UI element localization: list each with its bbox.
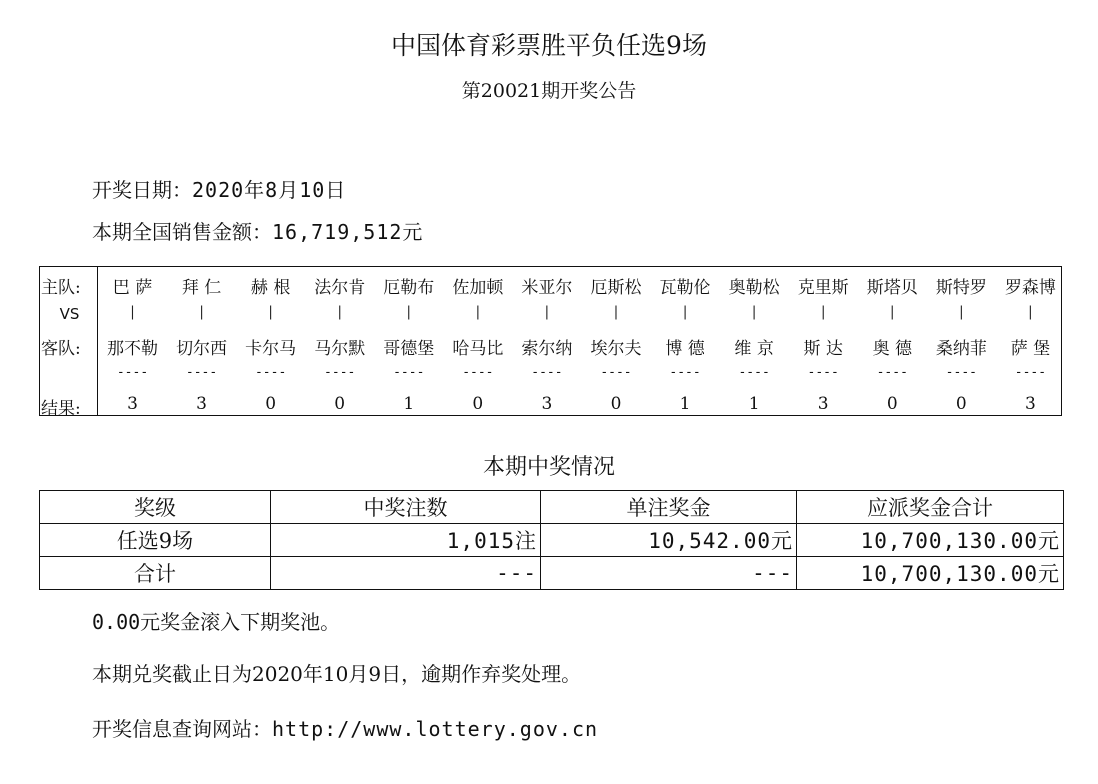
vs-separator: | bbox=[613, 304, 619, 320]
away-team: 切尔西 bbox=[176, 339, 228, 359]
match-result: 0 bbox=[886, 394, 898, 414]
announcement-title: 中国体育彩票胜平负任选9场 bbox=[391, 31, 707, 60]
match-column bbox=[512, 267, 581, 415]
match-column bbox=[858, 267, 927, 415]
home-team: 克里斯 bbox=[797, 278, 849, 298]
away-team: 桑纳菲 bbox=[935, 339, 987, 359]
prize-table bbox=[39, 490, 1064, 590]
home-team: 厄勒布 bbox=[383, 278, 435, 298]
home-label: 主队: bbox=[41, 278, 81, 298]
vs-separator: | bbox=[268, 304, 273, 320]
rollover-note bbox=[92, 606, 340, 635]
away-team: 博 德 bbox=[665, 339, 705, 359]
match-column bbox=[789, 267, 858, 415]
match-divider: ---- bbox=[185, 365, 218, 380]
home-team: 厄斯松 bbox=[590, 278, 642, 298]
match-column bbox=[443, 267, 512, 415]
match-result: 3 bbox=[541, 394, 553, 414]
home-team: 法尔肯 bbox=[314, 278, 366, 298]
away-team: 奥 德 bbox=[872, 339, 912, 359]
sales-value: 16,719,512元 bbox=[272, 220, 424, 244]
match-result: 0 bbox=[334, 394, 346, 414]
website-link[interactable]: http://www.lottery.gov.cn bbox=[272, 717, 599, 741]
match-divider: ---- bbox=[876, 365, 908, 380]
match-column bbox=[927, 267, 996, 415]
match-divider: ---- bbox=[669, 365, 701, 380]
website-line bbox=[92, 713, 598, 742]
total-prize-cell: 10,700,130.00元 bbox=[797, 524, 1064, 557]
match-divider: ---- bbox=[254, 365, 287, 380]
deadline-note: 本期兑奖截止日为2020年10月9日，逾期作弃奖处理。 bbox=[92, 662, 582, 686]
column-header: 单注奖金 bbox=[541, 491, 797, 524]
home-team: 奥勒松 bbox=[728, 278, 780, 298]
away-team: 马尔默 bbox=[314, 339, 366, 359]
match-result: 1 bbox=[748, 394, 760, 414]
match-column bbox=[581, 267, 650, 415]
match-result: 3 bbox=[127, 394, 138, 414]
match-divider: ---- bbox=[462, 365, 494, 380]
column-header: 中奖注数 bbox=[271, 491, 541, 524]
away-team: 卡尔马 bbox=[245, 339, 297, 359]
vs-separator: | bbox=[1028, 304, 1033, 320]
away-team: 哈马比 bbox=[452, 339, 504, 359]
match-header-column bbox=[40, 267, 98, 419]
match-column bbox=[167, 267, 236, 415]
match-column bbox=[720, 267, 789, 415]
vs-separator: | bbox=[475, 304, 481, 320]
vs-label: VS bbox=[59, 305, 80, 323]
match-result: 0 bbox=[265, 394, 277, 414]
unit-prize-cell: --- bbox=[541, 557, 797, 590]
match-divider: ---- bbox=[393, 365, 425, 380]
away-team: 那不勒 bbox=[107, 339, 158, 359]
away-team: 埃尔夫 bbox=[590, 339, 642, 359]
match-result: 0 bbox=[955, 394, 967, 414]
unit-prize-cell: 10,542.00元 bbox=[541, 524, 797, 557]
rollover-text: 0.00元奖金滚入下期奖池。 bbox=[92, 610, 341, 634]
home-team: 斯特罗 bbox=[935, 278, 987, 298]
sales-label: 本期全国销售金额： bbox=[92, 220, 272, 244]
home-team: 米亚尔 bbox=[521, 278, 573, 298]
match-divider: ---- bbox=[116, 365, 149, 380]
match-result: 3 bbox=[1024, 394, 1036, 414]
prize-level-cell: 合计 bbox=[40, 557, 271, 590]
vs-separator: | bbox=[958, 304, 964, 320]
vs-separator: | bbox=[682, 304, 688, 320]
match-divider: ---- bbox=[1014, 365, 1047, 380]
match-divider: ---- bbox=[324, 365, 356, 380]
vs-separator: | bbox=[889, 304, 895, 320]
match-column bbox=[996, 267, 1065, 415]
winners-count-cell: --- bbox=[271, 557, 541, 590]
away-team: 斯 达 bbox=[803, 339, 843, 359]
draw-date-line bbox=[92, 174, 346, 203]
match-divider: ---- bbox=[531, 365, 563, 380]
home-team: 赫 根 bbox=[250, 278, 291, 298]
announcement-subtitle: 第20021期开奖公告 bbox=[461, 80, 637, 102]
match-result: 3 bbox=[817, 394, 829, 414]
away-team: 维 京 bbox=[734, 339, 774, 359]
match-column bbox=[374, 267, 443, 415]
match-table bbox=[39, 266, 1062, 419]
draw-date-value: 2020年8月10日 bbox=[192, 178, 347, 202]
home-team: 斯塔贝 bbox=[866, 278, 918, 298]
away-team: 索尔纳 bbox=[521, 339, 573, 359]
website-label: 开奖信息查询网站： bbox=[92, 717, 272, 741]
prize-table-header bbox=[40, 491, 1064, 524]
away-label: 客队: bbox=[41, 339, 81, 359]
prize-section-title: 本期中奖情况 bbox=[482, 455, 615, 480]
table-row bbox=[40, 524, 1064, 557]
vs-separator: | bbox=[406, 304, 412, 320]
prize-level-cell: 任选9场 bbox=[40, 524, 271, 557]
vs-separator: | bbox=[751, 304, 757, 320]
vs-separator: | bbox=[337, 304, 343, 320]
vs-separator: | bbox=[820, 304, 826, 320]
table-row bbox=[40, 557, 1064, 590]
sales-line bbox=[92, 216, 423, 245]
match-column bbox=[98, 267, 167, 415]
match-divider: ---- bbox=[600, 365, 632, 380]
match-column bbox=[305, 267, 374, 415]
home-team: 拜 仁 bbox=[181, 278, 222, 298]
home-team: 巴 萨 bbox=[112, 278, 153, 298]
total-prize-cell: 10,700,130.00元 bbox=[797, 557, 1064, 590]
match-column bbox=[651, 267, 720, 415]
match-result: 0 bbox=[610, 394, 622, 414]
match-result: 1 bbox=[679, 394, 691, 414]
away-team: 哥德堡 bbox=[383, 339, 435, 359]
match-divider: ---- bbox=[945, 365, 977, 380]
match-divider: ---- bbox=[807, 365, 839, 380]
vs-separator: | bbox=[199, 304, 204, 320]
home-team: 瓦勒伦 bbox=[659, 278, 711, 298]
away-team: 萨 堡 bbox=[1010, 339, 1051, 359]
match-result: 1 bbox=[403, 394, 415, 414]
column-header: 奖级 bbox=[40, 491, 271, 524]
home-team: 佐加顿 bbox=[452, 278, 504, 298]
match-divider: ---- bbox=[738, 365, 770, 380]
match-result: 0 bbox=[472, 394, 484, 414]
vs-separator: | bbox=[130, 304, 135, 320]
home-team: 罗森博 bbox=[1004, 278, 1056, 298]
draw-date-label: 开奖日期： bbox=[92, 178, 192, 202]
vs-separator: | bbox=[544, 304, 550, 320]
winners-count-cell: 1,015注 bbox=[271, 524, 541, 557]
match-result: 3 bbox=[196, 394, 207, 414]
column-header: 应派奖金合计 bbox=[797, 491, 1064, 524]
match-column bbox=[236, 267, 305, 415]
result-label: 结果: bbox=[41, 399, 81, 419]
